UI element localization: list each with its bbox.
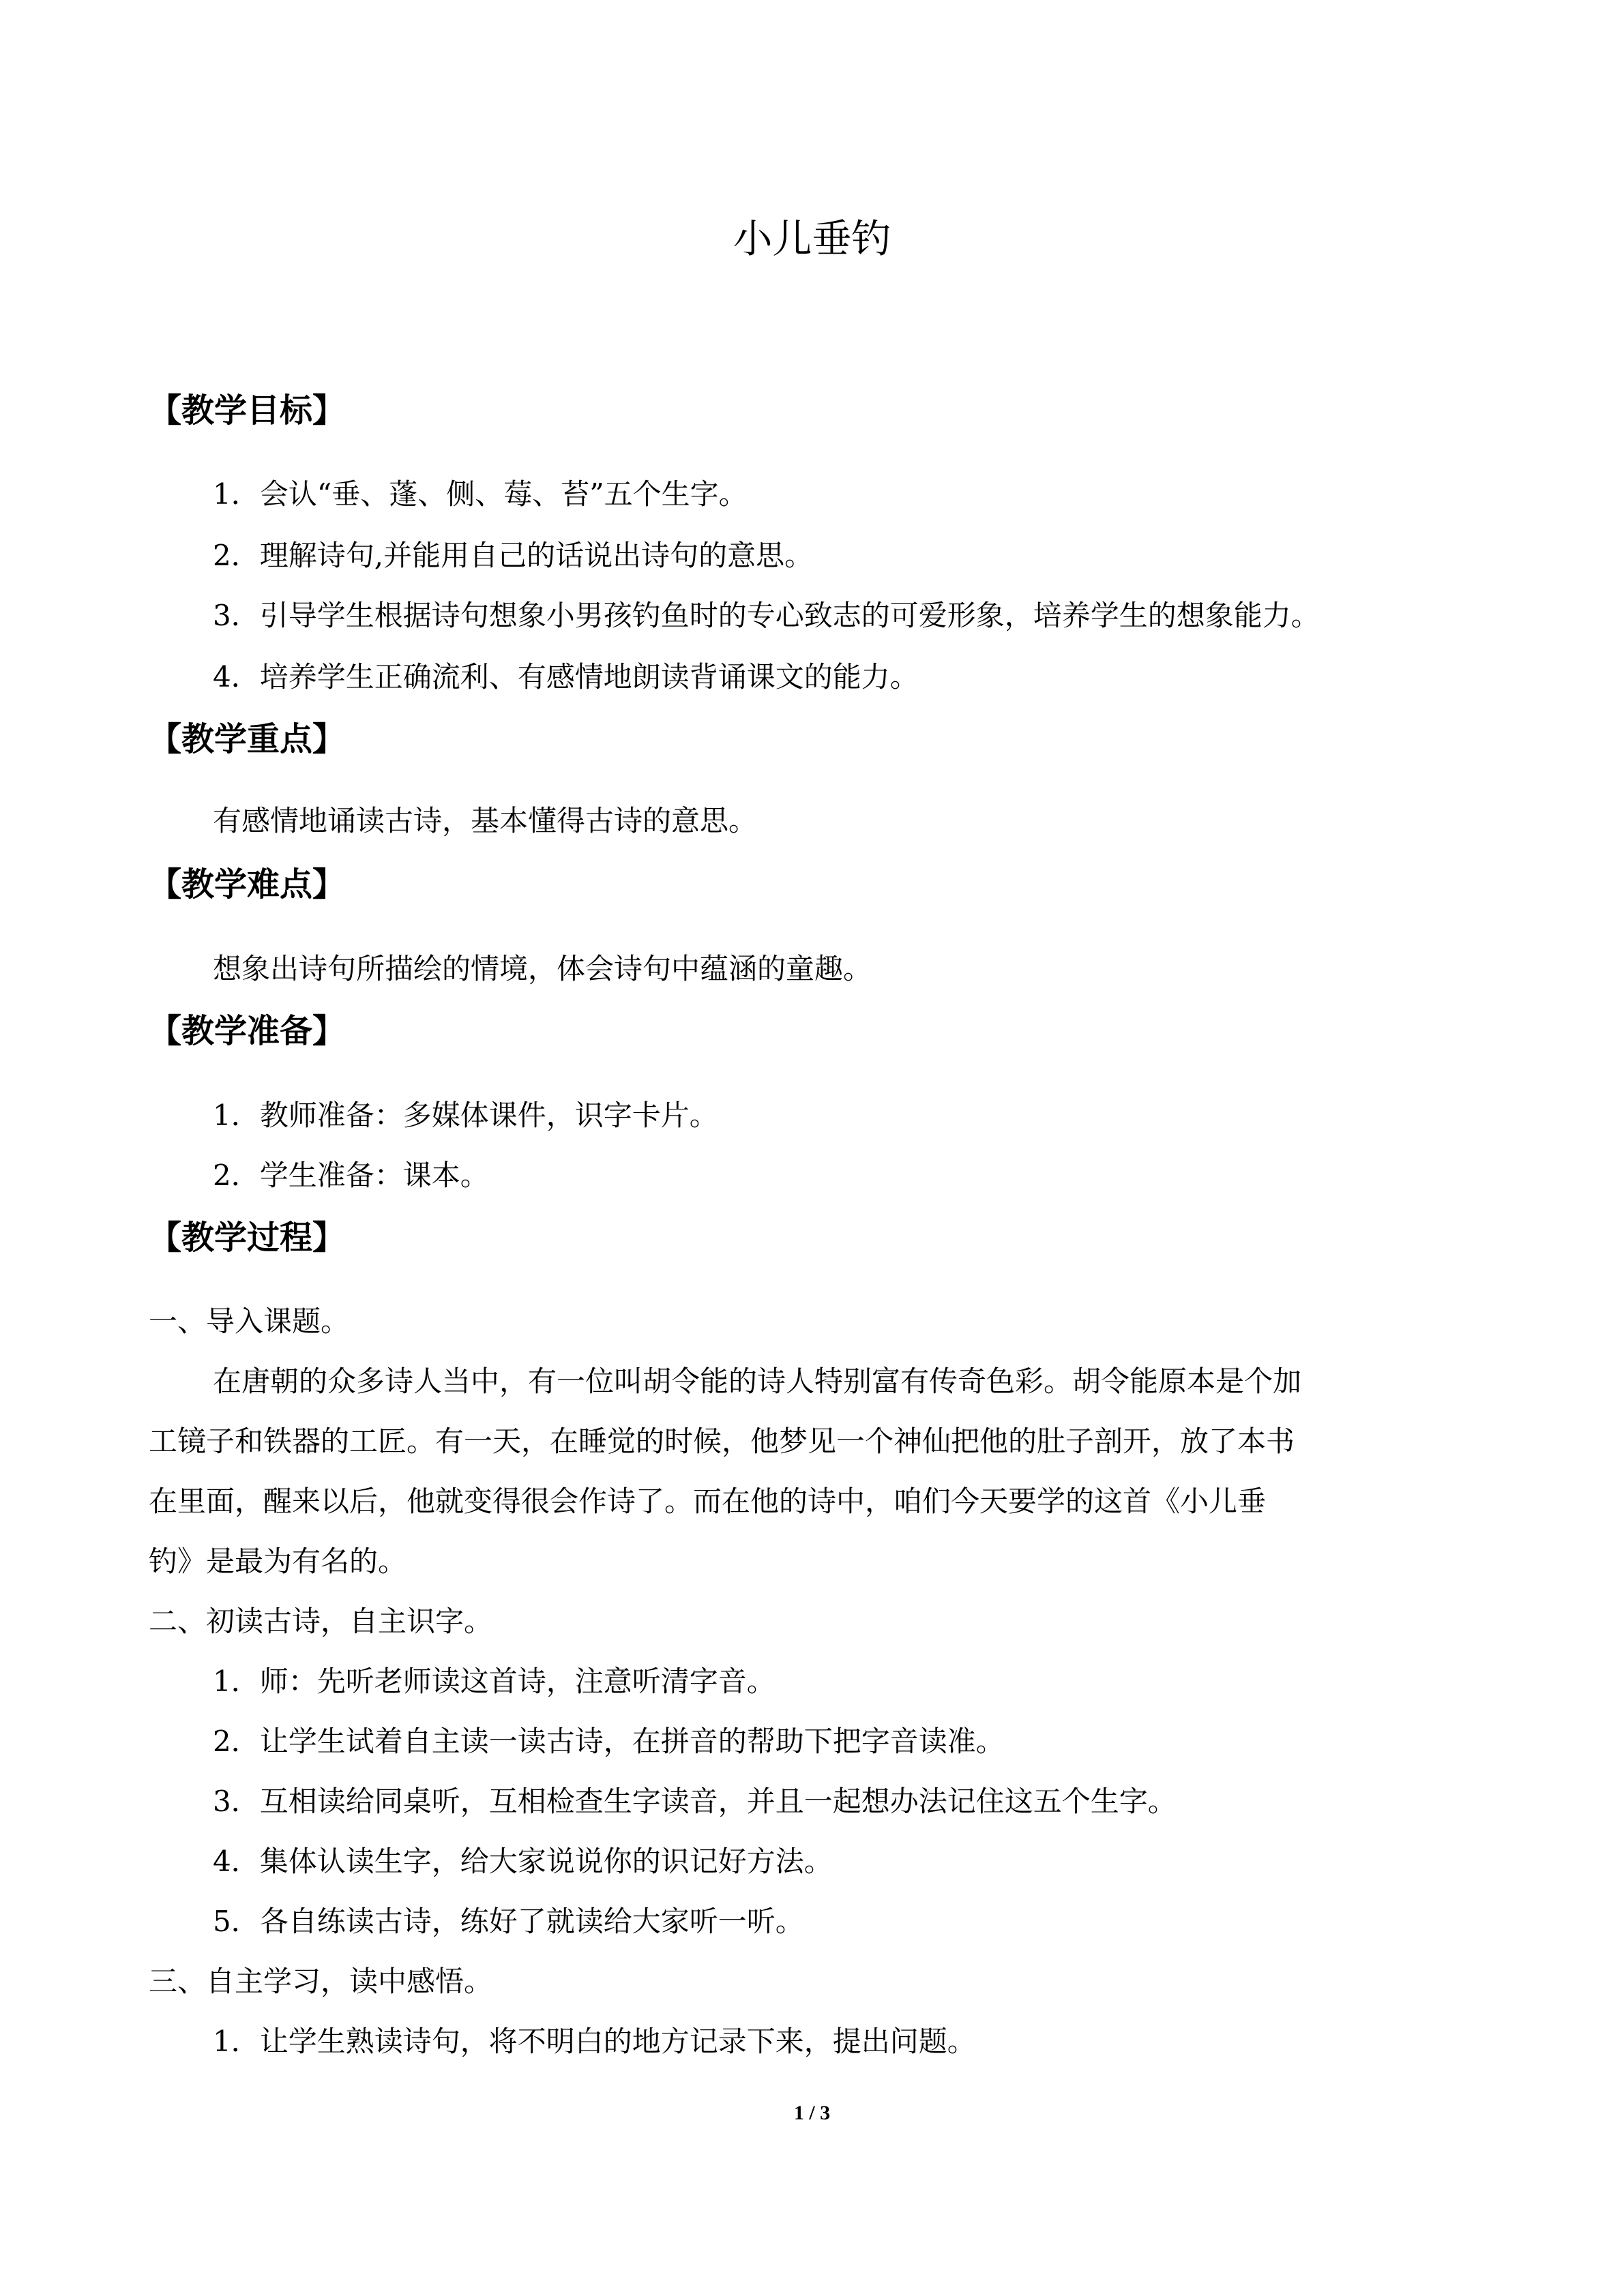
page-number: 1 / 3 xyxy=(793,2102,831,2124)
objective-item-1: 1．会认“垂、蓬、侧、莓、苔”五个生字。 xyxy=(213,477,748,511)
heading-key-points: 【教学重点】 xyxy=(149,720,346,758)
process-part1-line-2: 工镜子和铁器的工匠。有一天，在睡觉的时候，他梦见一个神仙把他的肚子剖开，放了本书 xyxy=(149,1425,1295,1458)
preparation-item-2: 2．学生准备：课本。 xyxy=(213,1159,489,1192)
process-part2-title: 二、初读古诗，自主识字。 xyxy=(149,1605,493,1638)
objective-item-3: 3．引导学生根据诗句想象小男孩钓鱼时的专心致志的可爱形象，培养学生的想象能力。 xyxy=(213,599,1320,632)
difficulties-text: 想象出诗句所描绘的情境，体会诗句中蕴涵的童趣。 xyxy=(213,952,872,985)
process-part1-title: 一、导入课题。 xyxy=(149,1304,350,1338)
heading-preparation: 【教学准备】 xyxy=(149,1012,346,1050)
heading-difficulties: 【教学难点】 xyxy=(149,865,346,904)
process-part3-title: 三、自主学习，读中感悟。 xyxy=(149,1965,493,1998)
key-points-text: 有感情地诵读古诗，基本懂得古诗的意思。 xyxy=(213,804,758,837)
process-part1-line-4: 钓》是最为有名的。 xyxy=(149,1545,407,1578)
process-part2-item-4: 4．集体认读生字，给大家说说你的识记好方法。 xyxy=(213,1845,833,1878)
objective-item-4: 4．培养学生正确流利、有感情地朗读背诵课文的能力。 xyxy=(213,660,919,694)
preparation-item-1: 1．教师准备：多媒体课件，识字卡片。 xyxy=(213,1099,718,1132)
heading-objectives: 【教学目标】 xyxy=(149,391,346,430)
process-part1-line-1: 在唐朝的众多诗人当中，有一位叫胡令能的诗人特别富有传奇色彩。胡令能原本是个加 xyxy=(213,1365,1302,1398)
process-part2-item-3: 3．互相读给同桌听，互相检查生字读音，并且一起想办法记住这五个生字。 xyxy=(213,1785,1177,1818)
heading-process: 【教学过程】 xyxy=(149,1219,346,1257)
process-part2-item-5: 5．各自练读古诗，练好了就读给大家听一听。 xyxy=(213,1905,804,1938)
process-part2-item-1: 1．师：先听老师读这首诗，注意听清字音。 xyxy=(213,1665,776,1698)
page-title: 小儿垂钓 xyxy=(733,215,891,262)
objective-item-2: 2．理解诗句,并能用自己的话说出诗句的意思。 xyxy=(213,539,814,572)
process-part1-line-3: 在里面，醒来以后，他就变得很会作诗了。而在他的诗中，咱们今天要学的这首《小儿垂 xyxy=(149,1485,1267,1518)
process-part3-item-1: 1．让学生熟读诗句，将不明白的地方记录下来，提出问题。 xyxy=(213,2025,976,2058)
process-part2-item-2: 2．让学生试着自主读一读古诗，在拼音的帮助下把字音读准。 xyxy=(213,1725,1005,1758)
